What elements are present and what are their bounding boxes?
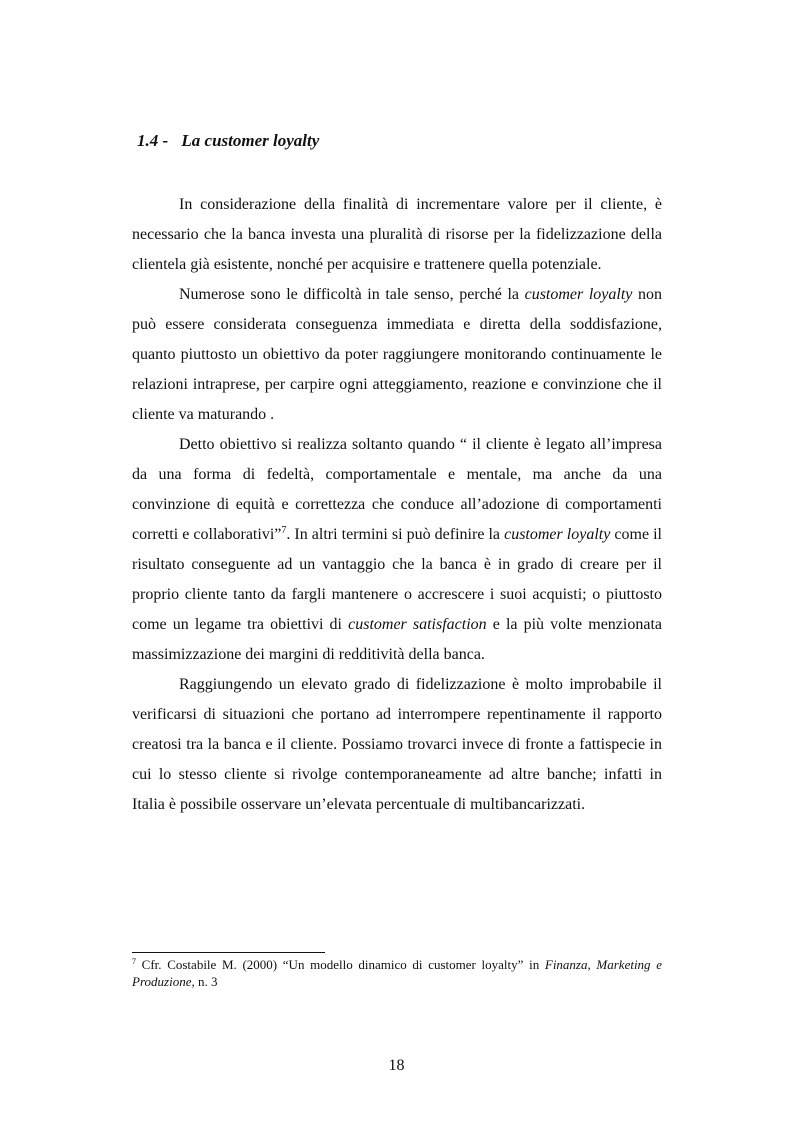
text-run: come il risultato conseguente ad un vantaggio che la banca è in grado di creare per il proprio cliente tanto da fargli mantenere o accrescere i suoi acquisti; o piuttosto come un legame tra obiettivi di bbox=[132, 526, 662, 633]
text-run: Numerose sono le difficoltà in tale senso, perché la bbox=[179, 286, 525, 303]
text-run: Cfr. Costabile M. (2000) “Un modello dinamico di customer loyalty” in bbox=[136, 957, 545, 972]
text-run: In considerazione della finalità di incrementare valore per il cliente, è necessario che la banca investa una pluralità di risorse per la fidelizzazione della clientela già esistente, nonché per acquisire e trattenere quella potenziale. bbox=[132, 196, 662, 273]
text-run: Detto obiettivo si realizza soltanto quando “ il cliente è legato all’impresa da una forma di fedeltà, comportamentale e mentale, ma anche da una convinzione di equità e correttezza che conduce all’adozione di comportamenti corretti e collaborativi” bbox=[132, 436, 662, 543]
italic-term: customer loyalty bbox=[524, 286, 633, 303]
text-run: n. 3 bbox=[194, 974, 218, 989]
section-title: La customer loyalty bbox=[181, 131, 320, 150]
text-run: non può essere considerata conseguenza immediata e diretta della soddisfazione, quanto piuttosto un obiettivo da poter raggiungere monitorando continuamente le relazioni intraprese, per carpire ogni atteggiamento, reazione e convinzione che il cliente va maturando . bbox=[132, 286, 663, 423]
italic-term: customer satisfaction bbox=[348, 616, 487, 633]
footnote bbox=[132, 956, 662, 990]
footnote-marker: 7 bbox=[132, 957, 136, 966]
footnote-separator bbox=[132, 952, 325, 953]
paragraph bbox=[132, 280, 662, 430]
page-number: 18 bbox=[388, 1057, 405, 1074]
italic-term: Finanza, Marketing e Produzione, bbox=[132, 957, 662, 989]
paragraph bbox=[132, 670, 662, 820]
text-run: e la più volte menzionata massimizzazione dei margini di redditività della banca. bbox=[132, 616, 662, 663]
body-text bbox=[132, 190, 662, 820]
section-number: 1.4 - bbox=[137, 131, 169, 150]
text-run: Raggiungendo un elevato grado di fidelizzazione è molto improbabile il verificarsi di situazioni che portano ad interrompere repentinamente il rapporto creatosi tra la banca e il cliente. Possiamo trovarci invece di fronte a fattispecie in cui lo stesso cliente si rivolge contemporaneamente ad altre banche; infatti in Italia è possibile osservare un’elevata percentuale di multibancarizzati. bbox=[132, 676, 662, 813]
text-run: . In altri termini si può definire la bbox=[286, 526, 505, 543]
italic-term: customer loyalty bbox=[504, 526, 611, 543]
paragraph bbox=[132, 190, 662, 280]
footnote-reference: 7 bbox=[281, 525, 287, 536]
section-heading bbox=[137, 131, 319, 151]
footnote-text bbox=[132, 957, 662, 989]
paragraph bbox=[132, 430, 662, 670]
